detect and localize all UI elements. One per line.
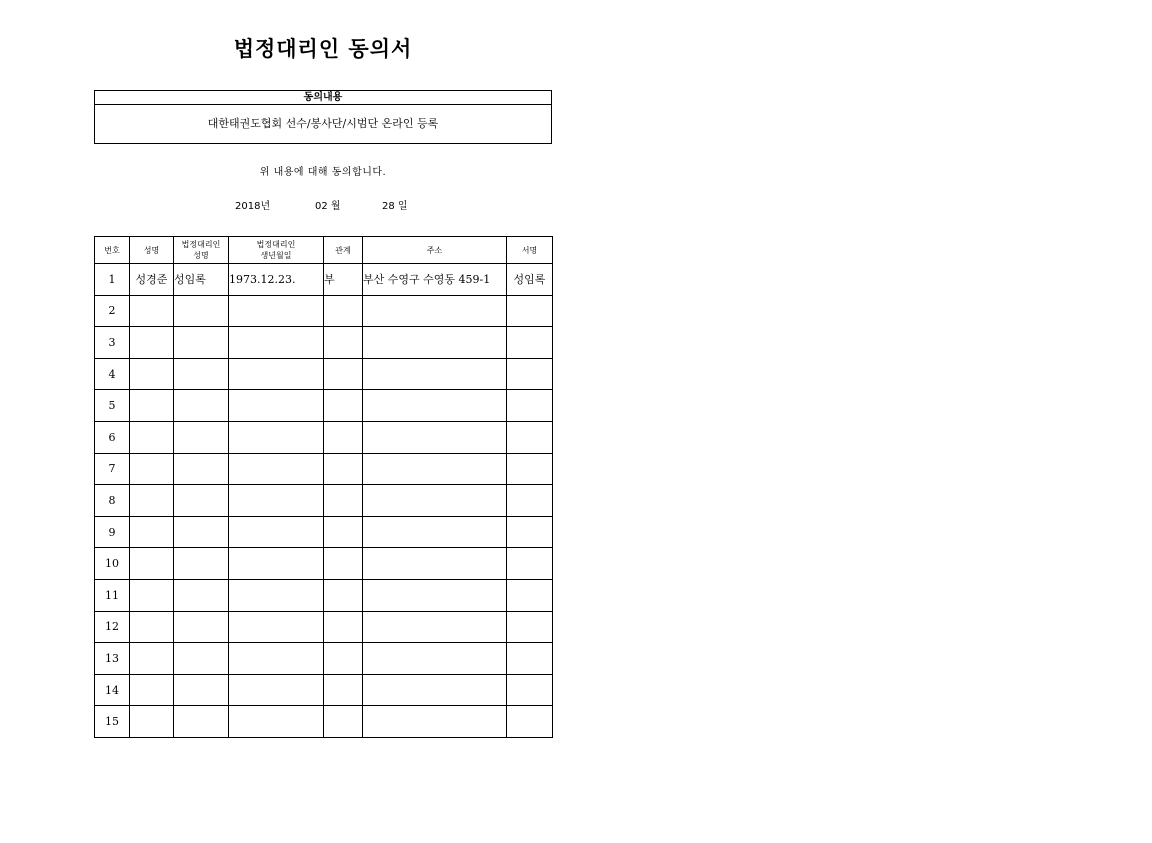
relationship [324, 327, 363, 359]
address [363, 390, 507, 422]
header-rep-birth-line1: 법정대리인 [256, 240, 296, 249]
guardian-birthdate [229, 327, 324, 359]
address [363, 611, 507, 643]
table-row [95, 643, 553, 675]
guardian-birthdate [229, 453, 324, 485]
row-number: 9 [95, 516, 130, 548]
address [363, 643, 507, 675]
table-row [95, 264, 553, 296]
table-row [95, 358, 553, 390]
participant-name [130, 485, 174, 517]
table-row [95, 421, 553, 453]
guardian-name [174, 706, 229, 738]
table-row [95, 674, 553, 706]
guardian-birthdate [229, 611, 324, 643]
guardian-name [174, 421, 229, 453]
row-number: 6 [95, 421, 130, 453]
row-number: 14 [95, 674, 130, 706]
row-number: 12 [95, 611, 130, 643]
address [363, 706, 507, 738]
address [363, 548, 507, 580]
relationship [324, 453, 363, 485]
participant-name [130, 674, 174, 706]
row-number: 13 [95, 643, 130, 675]
date-year: 2018년 [235, 201, 271, 212]
signature [507, 485, 553, 517]
row-number: 7 [95, 453, 130, 485]
header-signature: 서명 [507, 237, 553, 264]
participant-name [130, 611, 174, 643]
guardian-name [174, 358, 229, 390]
header-rep-birth-line2: 생년월일 [260, 251, 292, 260]
table-header-row [95, 237, 553, 264]
row-number: 8 [95, 485, 130, 517]
table-row [95, 548, 553, 580]
signature [507, 611, 553, 643]
header-relation: 관계 [324, 237, 363, 264]
guardian-name [174, 611, 229, 643]
relationship [324, 611, 363, 643]
guardian-birthdate [229, 358, 324, 390]
guardian-birthdate: 1973.12.23. [229, 264, 324, 296]
address [363, 421, 507, 453]
relationship [324, 548, 363, 580]
guardian-name [174, 674, 229, 706]
row-number: 5 [95, 390, 130, 422]
participant-name [130, 390, 174, 422]
header-name: 성명 [130, 237, 174, 264]
signature [507, 327, 553, 359]
address [363, 327, 507, 359]
signature [507, 674, 553, 706]
address [363, 295, 507, 327]
signature [507, 548, 553, 580]
table-row [95, 485, 553, 517]
consent-content-body: 대한태권도협회 선수/봉사단/시범단 온라인 등록 [207, 117, 439, 130]
row-number: 15 [95, 706, 130, 738]
table-row [95, 579, 553, 611]
guardian-birthdate [229, 295, 324, 327]
address [363, 674, 507, 706]
consent-content-header: 동의내용 [95, 91, 551, 105]
address [363, 485, 507, 517]
relationship: 부 [324, 264, 363, 296]
participant-name [130, 548, 174, 580]
row-number: 10 [95, 548, 130, 580]
table-row [95, 453, 553, 485]
relationship [324, 295, 363, 327]
header-rep-name [174, 237, 229, 264]
guardian-birthdate [229, 643, 324, 675]
relationship [324, 421, 363, 453]
signature [507, 453, 553, 485]
participant-name [130, 706, 174, 738]
relationship [324, 516, 363, 548]
guardian-name [174, 295, 229, 327]
row-number: 1 [95, 264, 130, 296]
table-row [95, 516, 553, 548]
participant-name [130, 516, 174, 548]
signature [507, 295, 553, 327]
signature [507, 706, 553, 738]
relationship [324, 674, 363, 706]
signature [507, 421, 553, 453]
consent-content-box [94, 90, 552, 144]
relationship [324, 358, 363, 390]
participant-name [130, 453, 174, 485]
signature [507, 390, 553, 422]
table-row [95, 327, 553, 359]
header-address: 주소 [363, 237, 507, 264]
guardian-birthdate [229, 674, 324, 706]
relationship [324, 485, 363, 517]
guardian-name [174, 579, 229, 611]
header-no: 번호 [95, 237, 130, 264]
guardian-consent-table [94, 236, 553, 738]
guardian-name [174, 485, 229, 517]
table-row [95, 706, 553, 738]
guardian-birthdate [229, 421, 324, 453]
signature [507, 579, 553, 611]
guardian-birthdate [229, 390, 324, 422]
address: 부산 수영구 수영동 459-1 [363, 264, 507, 296]
guardian-birthdate [229, 548, 324, 580]
relationship [324, 579, 363, 611]
signature [507, 358, 553, 390]
guardian-birthdate [229, 706, 324, 738]
guardian-name: 성임록 [174, 264, 229, 296]
table-row [95, 390, 553, 422]
guardian-name [174, 548, 229, 580]
document-title: 법정대리인 동의서 [233, 36, 413, 61]
guardian-birthdate [229, 579, 324, 611]
address [363, 516, 507, 548]
date-month: 02 월 [315, 201, 341, 212]
table-row [95, 295, 553, 327]
header-rep-birth [229, 237, 324, 264]
address [363, 358, 507, 390]
signature [507, 643, 553, 675]
guardian-name [174, 327, 229, 359]
participant-name: 성경준 [130, 264, 174, 296]
participant-name [130, 295, 174, 327]
address [363, 453, 507, 485]
participant-name [130, 643, 174, 675]
header-rep-name-line1: 법정대리인 [181, 240, 221, 249]
relationship [324, 643, 363, 675]
guardian-name [174, 516, 229, 548]
guardian-birthdate [229, 485, 324, 517]
row-number: 4 [95, 358, 130, 390]
participant-name [130, 421, 174, 453]
address [363, 579, 507, 611]
participant-name [130, 358, 174, 390]
participant-name [130, 327, 174, 359]
agreement-statement: 위 내용에 대해 동의합니다. [259, 167, 387, 178]
row-number: 3 [95, 327, 130, 359]
row-number: 11 [95, 579, 130, 611]
header-rep-name-line2: 성명 [193, 251, 209, 260]
relationship [324, 390, 363, 422]
participant-name [130, 579, 174, 611]
signature [507, 516, 553, 548]
guardian-name [174, 390, 229, 422]
date-day: 28 일 [382, 201, 408, 212]
signature: 성임록 [507, 264, 553, 296]
guardian-birthdate [229, 516, 324, 548]
row-number: 2 [95, 295, 130, 327]
relationship [324, 706, 363, 738]
guardian-name [174, 453, 229, 485]
table-row [95, 611, 553, 643]
guardian-name [174, 643, 229, 675]
